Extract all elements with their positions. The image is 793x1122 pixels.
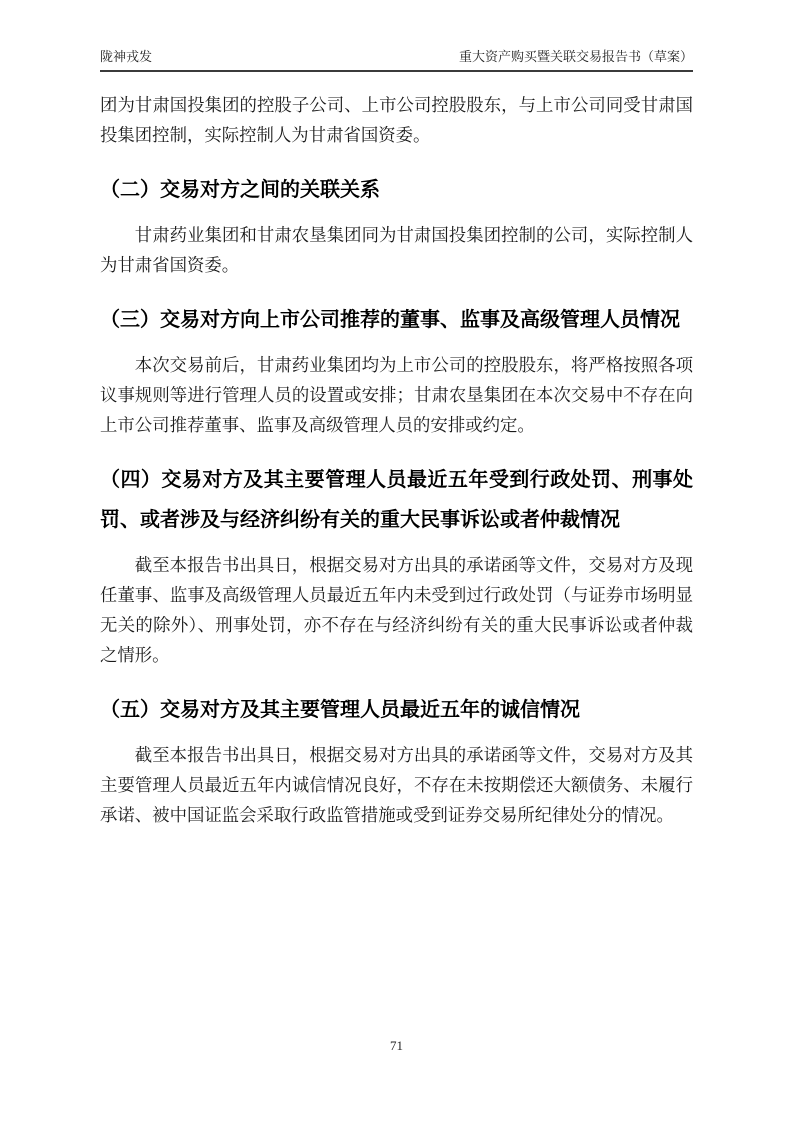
section-heading-4: （四）交易对方及其主要管理人员最近五年受到行政处罚、刑事处罚、或者涉及与经济纠纷有关的重大民事诉讼或者仲裁情况 xyxy=(100,469,693,531)
page-number: 71 xyxy=(390,1038,403,1053)
paragraph-section-3: 本次交易前后，甘肃药业集团均为上市公司的控股股东，将严格按照各项议事规则等进行管理人员的设置或安排；甘肃农垦集团在本次交易中不存在向上市公司推荐董事、监事及高级管理人员的安排或约定。 xyxy=(100,355,693,435)
paragraph-section-4: 截至本报告书出具日，根据交易对方出具的承诺函等文件，交易对方及现任董事、监事及高级管理人员最近五年内未受到过行政处罚（与证券市场明显无关的除外）、刑事处罚，亦不存在与经济纠纷有关的重大民事诉讼或者仲裁之情形。 xyxy=(100,555,693,665)
document-content xyxy=(100,90,693,830)
section-heading-3: （三）交易对方向上市公司推荐的董事、监事及高级管理人员情况 xyxy=(100,309,680,331)
header-left-text: 陇神戎发 xyxy=(100,49,153,64)
section-heading-2: （二）交易对方之间的关联关系 xyxy=(100,179,380,201)
header-right-text: 重大资产购买暨关联交易报告书（草案） xyxy=(458,49,693,64)
paragraph-section-5: 截至本报告书出具日，根据交易对方出具的承诺函等文件，交易对方及其主要管理人员最近五年内诚信情况良好，不存在未按期偿还大额债务、未履行承诺、被中国证监会采取行政监管措施或受到证券交易所纪律处分的情况。 xyxy=(100,745,693,825)
page-footer xyxy=(0,1038,793,1054)
paragraph-section-2: 甘肃药业集团和甘肃农垦集团同为甘肃国投集团控制的公司，实际控制人为甘肃省国资委。 xyxy=(100,225,693,275)
page-header xyxy=(100,0,693,72)
continued-paragraph: 团为甘肃国投集团的控股子公司、上市公司控股股东，与上市公司同受甘肃国投集团控制，实际控制人为甘肃省国资委。 xyxy=(100,95,693,145)
section-heading-5: （五）交易对方及其主要管理人员最近五年的诚信情况 xyxy=(100,699,580,721)
